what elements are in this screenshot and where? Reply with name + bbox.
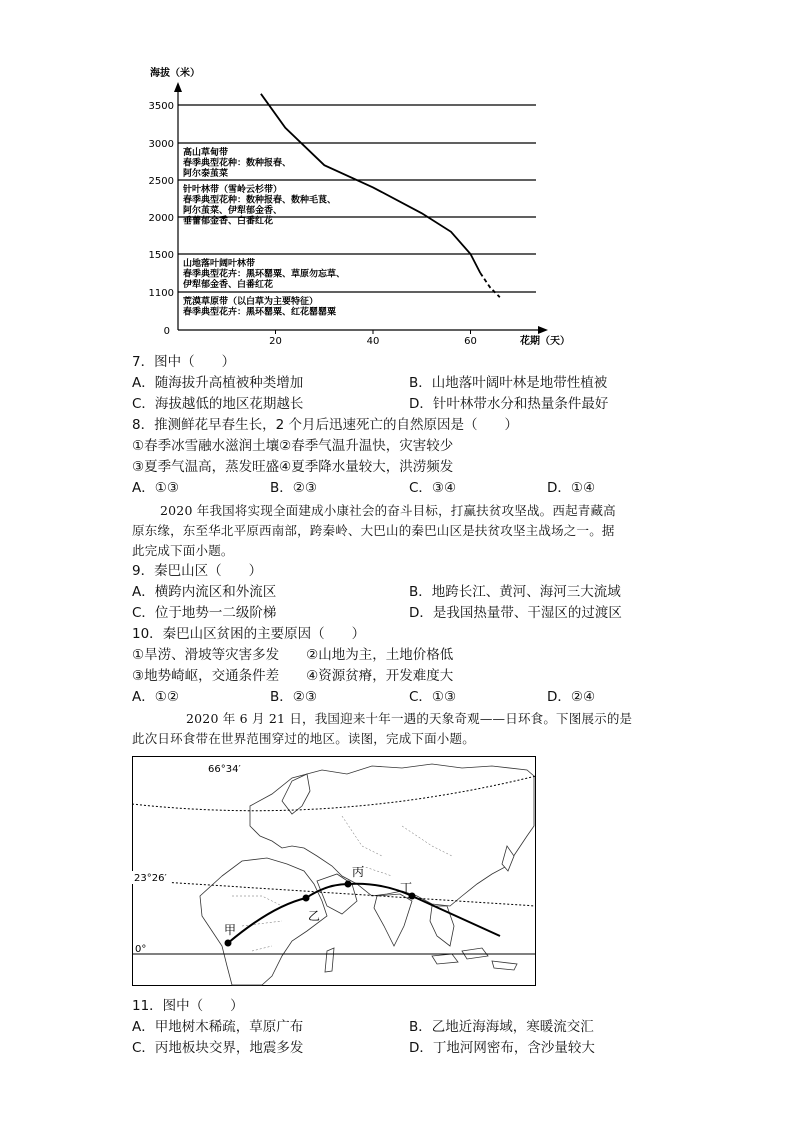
y-tick-label-zero: 0 (163, 326, 170, 337)
zone-name: 山地落叶阔叶林带 (183, 259, 256, 269)
point-jia-marker (225, 940, 232, 947)
point-ding-label: 丁 (400, 881, 413, 895)
q7-option-a[interactable]: A．随海拔升高植被种类增加 (132, 375, 304, 391)
q11-option-c[interactable]: C．丙地板块交界，地震多发 (132, 1040, 304, 1056)
y-axis-arrow (174, 82, 182, 92)
flowering-curve (261, 94, 480, 273)
y-tick-label: 1100 (148, 288, 174, 299)
x-tick-label: 20 (269, 336, 282, 347)
zone-flower-text: 伊犁郁金香、白番红花 (183, 280, 274, 290)
x-axis-arrow (538, 326, 548, 334)
zone-flower-text: 春季典型花种：数种报春、 (183, 158, 292, 169)
q9-option-a[interactable]: A．横跨内流区和外流区 (132, 584, 277, 600)
passage-qinba-line2: 原东缘，东至华北平原西南部，跨秦岭、大巴山的秦巴山区是扶贫攻坚主战场之一。据 (132, 523, 615, 538)
zone-name: 荒漠草原带（以白草为主要特征） (183, 297, 319, 307)
q7-stem: 7．图中（ ） (132, 354, 236, 370)
q9-option-d[interactable]: D．是我国热量带、干湿区的过渡区 (409, 605, 622, 621)
q8-option-a[interactable]: A．①③ (132, 480, 179, 496)
q7-option-b[interactable]: B．山地落叶阔叶林是地带性植被 (409, 375, 608, 391)
y-tick-label: 1500 (148, 250, 174, 261)
tropic-label: 23°26′ (134, 873, 167, 884)
q10-option-a[interactable]: A．①② (132, 689, 179, 705)
point-jia-label: 甲 (224, 923, 237, 937)
q8-option-d[interactable]: D．①④ (547, 480, 596, 496)
equator-label: 0° (135, 944, 147, 955)
zone-name: 针叶林带（雪岭云杉带） (183, 185, 283, 195)
passage-qinba-line3: 此完成下面小题。 (132, 543, 234, 558)
point-bing-marker (345, 881, 352, 888)
zone-flower-text: 阿尔茧菜、伊犁郁金香、 (183, 206, 283, 216)
q9-option-c[interactable]: C．位于地势一二级阶梯 (132, 605, 277, 621)
q10-option-d[interactable]: D．②④ (547, 689, 596, 705)
zone-flower-text: 春季典型花卉：黑环罂粟、红花罂罂粟 (183, 307, 337, 318)
q8-option-b[interactable]: B．②③ (270, 480, 317, 496)
point-yi-marker (303, 895, 310, 902)
arctic-circle-label: 66°34′ (208, 764, 241, 775)
passage-qinba-line1: 2020 年我国将实现全面建成小康社会的奋斗目标，打赢扶贫攻坚战。西起青藏高 (160, 503, 616, 518)
q10-option-c[interactable]: C．①③ (409, 689, 457, 705)
q8-statements-1: ①春季冰雪融水滋润土壤②春季气温升温快，灾害较少 (132, 438, 454, 454)
q10-statements-1: ①旱涝、滑坡等灾害多发 ②山地为主，土地价格低 (132, 647, 454, 663)
q9-option-b[interactable]: B．地跨长江、黄河、海河三大流域 (409, 584, 621, 600)
altitude-chart (0, 0, 794, 360)
q8-option-c[interactable]: C．③④ (409, 480, 457, 496)
q10-option-b[interactable]: B．②③ (270, 689, 317, 705)
y-tick-label: 3500 (148, 101, 174, 112)
y-tick-label: 2500 (148, 176, 174, 187)
y-tick-label: 3000 (148, 139, 174, 150)
eclipse-world-map (132, 756, 536, 986)
zone-name: 高山草甸带 (183, 148, 229, 158)
q9-stem: 9．秦巴山区（ ） (132, 563, 263, 579)
x-tick-label: 60 (464, 336, 477, 347)
zone-flower-text: 阿尔泰茧菜 (183, 169, 229, 179)
point-yi-label: 乙 (308, 909, 321, 923)
passage-eclipse-line1: 2020 年 6 月 21 日，我国迎来十年一遇的天象奇观——日环食。下图展示的是 (186, 711, 633, 726)
q8-stem: 8．推测鲜花早春生长，2 个月后迅速死亡的自然原因是（ ） (132, 417, 518, 433)
q10-statements-2: ③地势崎岖，交通条件差 ④资源贫瘠，开发难度大 (132, 668, 454, 684)
y-axis-label: 海拔（米） (150, 68, 200, 79)
zone-flower-text: 春季典型花卉：黑环罂粟、草原勿忘草、 (183, 269, 346, 280)
q7-option-c[interactable]: C．海拔越低的地区花期越长 (132, 396, 304, 412)
q11-option-d[interactable]: D．丁地河网密布，含沙量较大 (409, 1040, 595, 1056)
passage-eclipse-line2: 此次日环食带在世界范围穿过的地区。读图，完成下面小题。 (132, 731, 475, 746)
q10-stem: 10．秦巴山区贫困的主要原因（ ） (132, 626, 366, 642)
q11-option-a[interactable]: A．甲地树木稀疏，草原广布 (132, 1019, 304, 1035)
q11-stem: 11．图中（ ） (132, 998, 244, 1014)
y-tick-label: 2000 (148, 213, 174, 224)
q8-statements-2: ③夏季气温高，蒸发旺盛④夏季降水量较大，洪涝频发 (132, 459, 454, 475)
x-axis-label: 花期（天） (520, 336, 570, 347)
x-tick-label: 40 (366, 336, 380, 347)
flowering-curve-dashed (480, 273, 500, 297)
zone-flower-text: 垂蕾郁金香、白番红花 (183, 216, 274, 227)
zone-flower-text: 春季典型花种：数种报春、数种毛茛、 (183, 195, 337, 206)
point-bing-label: 丙 (352, 865, 365, 879)
q11-option-b[interactable]: B．乙地近海海域，寒暖流交汇 (409, 1019, 594, 1035)
q7-option-d[interactable]: D．针叶林带水分和热量条件最好 (409, 396, 609, 412)
